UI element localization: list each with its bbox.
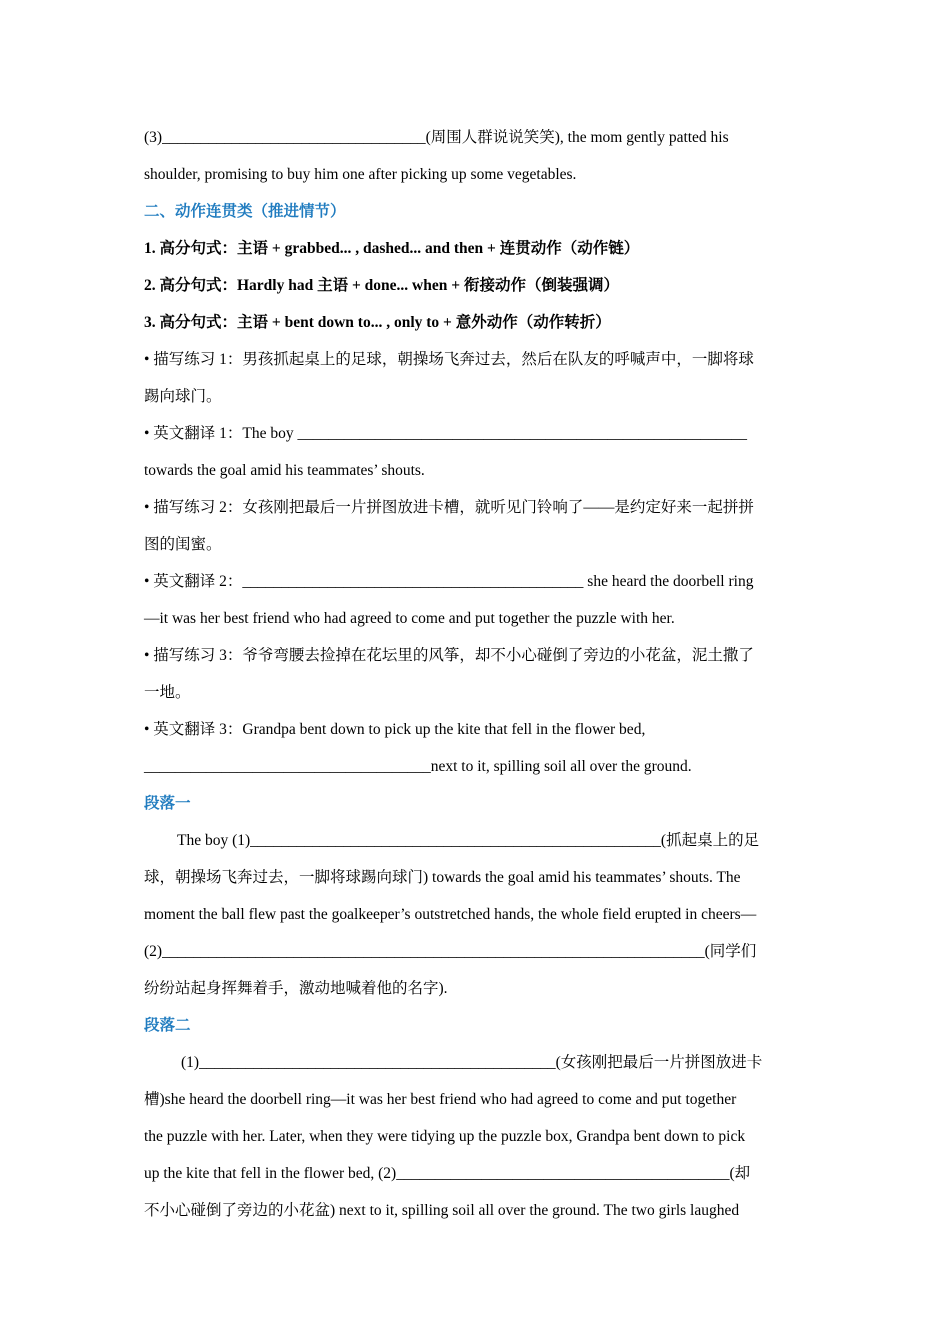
exercise-1-translation-cont: towards the goal amid his teammates’ shouts. xyxy=(144,462,425,479)
paragraph-2-heading: 段落二 xyxy=(144,1017,191,1034)
section-heading: 二、动作连贯类（推进情节） xyxy=(144,203,346,220)
paragraph-2-line: 槽)she heard the doorbell ring—it was her best friend who had agreed to come and put together xyxy=(144,1091,737,1108)
carry-over-line-2: shoulder, promising to buy him one after picking up some vegetables. xyxy=(144,166,577,183)
exercise-2-description-cont: 图的闺蜜。 xyxy=(144,536,222,553)
exercise-1-translation: • 英文翻译 1：The boy __________________________________________________________ xyxy=(144,425,748,442)
exercise-3-translation-cont: _____________________________________next to it, spilling soil all over the ground. xyxy=(144,758,692,775)
sentence-pattern-1: 1. 高分句式：主语 + grabbed... , dashed... and then + 连贯动作（动作链） xyxy=(144,240,640,257)
exercise-3-description: • 描写练习 3：爷爷弯腰去捡掉在花坛里的风筝，却不小心碰倒了旁边的小花盆，泥土撒了 xyxy=(144,647,754,664)
exercise-3-description-cont: 一地。 xyxy=(144,684,191,701)
exercise-2-translation-cont: —it was her best friend who had agreed to come and put together the puzzle with her. xyxy=(144,610,675,627)
paragraph-2-line: up the kite that fell in the flower bed, (2)___________________________________________(却 xyxy=(144,1165,751,1182)
paragraph-2-line: 不小心碰倒了旁边的小花盆) next to it, spilling soil all over the ground. The two girls laughed xyxy=(144,1202,740,1219)
exercise-2-translation: • 英文翻译 2：____________________________________________ she heard the doorbell ring xyxy=(144,573,754,590)
carry-over-line-1: (3)__________________________________(周围人群说说笑笑), the mom gently patted his xyxy=(144,129,729,146)
exercise-2-description: • 描写练习 2：女孩刚把最后一片拼图放进卡槽，就听见门铃响了——是约定好来一起拼拼 xyxy=(144,499,754,516)
paragraph-1-line: 纷纷站起身挥舞着手，激动地喊着他的名字). xyxy=(144,980,448,997)
exercise-3-translation: • 英文翻译 3：Grandpa bent down to pick up the kite that fell in the flower bed, xyxy=(144,721,646,738)
paragraph-1-heading: 段落一 xyxy=(144,795,191,812)
paragraph-1-line: The boy (1)_____________________________________________________(抓起桌上的足 xyxy=(177,832,760,849)
paragraph-1-line: moment the ball flew past the goalkeeper’s outstretched hands, the whole field erupted in cheers— xyxy=(144,906,757,923)
exercise-1-description: • 描写练习 1：男孩抓起桌上的足球，朝操场飞奔过去，然后在队友的呼喊声中，一脚将球 xyxy=(144,351,754,368)
document-body xyxy=(144,119,808,1229)
sentence-pattern-3: 3. 高分句式：主语 + bent down to... , only to + 意外动作（动作转折） xyxy=(144,314,611,331)
sentence-pattern-2: 2. 高分句式：Hardly had 主语 + done... when + 衔接动作（倒装强调） xyxy=(144,277,619,294)
paragraph-1-line: (2)______________________________________________________________________(同学们 xyxy=(144,943,757,960)
paragraph-2-line: (1)______________________________________________(女孩刚把最后一片拼图放进卡 xyxy=(181,1054,763,1071)
paragraph-1-line: 球，朝操场飞奔过去，一脚将球踢向球门) towards the goal amid his teammates’ shouts. The xyxy=(144,869,741,886)
exercise-1-description-cont: 踢向球门。 xyxy=(144,388,222,405)
paragraph-2-line: the puzzle with her. Later, when they were tidying up the puzzle box, Grandpa bent down to pick xyxy=(144,1128,746,1145)
